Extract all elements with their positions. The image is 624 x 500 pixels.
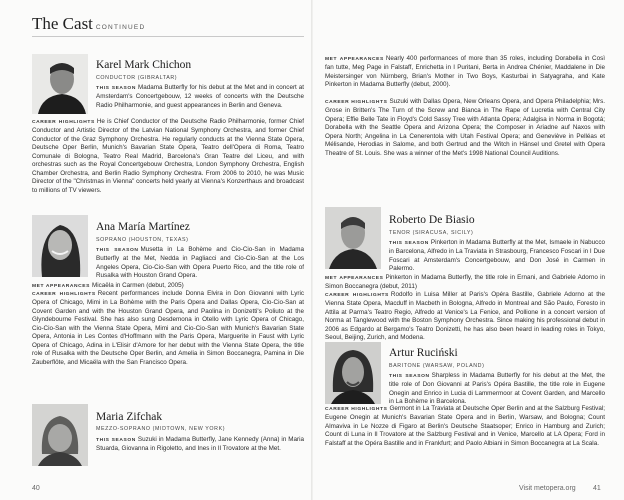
left-page [0, 0, 311, 500]
martinez-name: Ana María Martínez [96, 221, 190, 233]
martinez-met: MET APPEARANCES Micaëla in Carmen (debut, 2005) [32, 282, 184, 289]
debiasio-name: Roberto De Biasio [389, 214, 475, 226]
debiasio-role: TENOR (SIRACUSA, SICILY) [389, 230, 474, 236]
rucinski-career: CAREER HIGHLIGHTS Germont in La Traviata at Deutsche Oper Berlin and at the Salzburg Festival; Eugene Onegin at Munich's Bavarian State Opera and in Berlin, Warsaw, and Bologna; Count Almaviva in Le Nozze di Figaro at Berlin's Deutsche Staatsoper; Enrico in Hamburg and Zurich; Count di Luna in Il Trovatore at the Salzburg Festival and in Venice, Marcello at LA Opera; Ford in Falstaff at the Opéra Bastille and in Frankfurt; and Paolo Albiani in Simon Boccanegra at La Scala. [325, 405, 605, 447]
page-title: The Cast [32, 14, 93, 33]
debiasio-met: MET APPEARANCES Pinkerton in Madama Butterfly, the title role in Ernani, and Gabriele Adorno in Simon Boccanegra (debut, 2011) [325, 274, 605, 291]
chichon-this-season: THIS SEASON Madama Butterfly for his debut at the Met and in concert at Amsterdam's Concertgebouw, 12 weeks of concerts with the Deutsche Radio Philharmonie, and guest appearances in Berlin and Geneva. [96, 84, 304, 109]
martinez-photo [32, 215, 88, 277]
martinez-career: CAREER HIGHLIGHTS Recent performances include Donna Elvira in Don Giovanni with Lyric Opera of Chicago, Mimi in La Bohème with the Paris Opera and Dallas Opera, Cio-Cio-San at Covent Garden and with the Houston Grand Opera, and Paolina in Donizetti's Poliuto at the Glyndebourne Festival. She has also sung Desdemona in Otello with Lyric Opera of Chicago, Cio-Cio-San with the Vienna State Opera, Mimi and Cio-Cio-San with Munich's Bavarian State Opera, Antonia in Les Contes d'Hoffmann with the Paris Opera, Marguerite in Faust with Lyric Opera of Chicago, Adina in L'Elisir d'Amore for her debut with the Vienna State Opera, the title role of Rusalka with the Deutsche Oper Berlin, and Amelia in Simon Boccanegra, Pamina in Die Zauberflöte, and Micaëla with the San Francisco Opera. [32, 290, 304, 366]
zifchak-this-season: THIS SEASON Suzuki in Madama Butterfly, Jane Kennedy (Anna) in Maria Stuarda, Giovanna in Rigoletto, and Ines in Il Trovatore at the Met. [96, 436, 304, 453]
martinez-role: SOPRANO (HOUSTON, TEXAS) [96, 237, 189, 243]
right-page-number: 41 [593, 485, 601, 492]
rucinski-role: BARITONE (WARSAW, POLAND) [389, 363, 485, 369]
header-rule [32, 36, 304, 37]
rucinski-name: Artur Ruciński [389, 347, 458, 359]
chichon-role: CONDUCTOR (GIBRALTAR) [96, 75, 178, 81]
zifchak-role: MEZZO-SOPRANO (MIDTOWN, NEW YORK) [96, 426, 226, 432]
debiasio-career: CAREER HIGHLIGHTS Rodolfo in Luisa Miller at Paris's Opéra Bastille, Gabriele Adorno at the Vienna State Opera, Macduff in Macbeth in Bologna, Alfredo in Montreal and São Paulo, Foresto in Attila at Parma's Teatro Regio, Alfredo at Venice's La Fenice, and Pollione in a concert version of Norma at Tanglewood with the Boston Symphony Orchestra. Since making his professional debut in 2006 as Edgardo at Bergamo's Teatro Donizetti, he has also been heard in leading roles in Tokyo, Seoul, Beijing, Zurich, and Modena. [325, 291, 605, 342]
left-page-number: 40 [32, 485, 40, 492]
zifchak-met: MET APPEARANCES Nearly 400 performances of more than 35 roles, including Dorabella in Così fan tutte, Meg Page in Falstaff, Enrichetta in I Puritani, Berta in Andrea Chénier, Maddalene in Die Meistersinger von Nürnberg, Brian's Mother in Two Boys, Kasturbai in Satyagraha, and Kate Pinkerton in Madama Butterfly (debut, 2000). [325, 55, 605, 89]
right-page [313, 0, 624, 500]
page-header [32, 14, 145, 34]
debiasio-this-season: THIS SEASON Pinkerton in Madama Butterfly at the Met, Ismaele in Nabucco in Barcelona, Alfredo in La Traviata in Strasbourg, Francesco Foscari in I Due Foscari at Amsterdam's Concertgebouw, and Don José in Carmen in Palermo. [389, 239, 605, 273]
rucinski-this-season: THIS SEASON Sharpless in Madama Butterfly for his debut at the Met, the title role of Don Giovanni at Paris's Opéra Bastille, the title role in Eugene Onegin and Enrico in Lucia di Lammermoor at Covent Garden, and Marcello in La Bohème in Barcelona. [389, 372, 605, 406]
website-url: Visit metopera.org [519, 485, 576, 492]
continued-label: CONTINUED [95, 24, 146, 31]
zifchak-career: CAREER HIGHLIGHTS Suzuki with Dallas Opera, New Orleans Opera, and Opera Philadelphia; Mrs. Grose in Britten's The Turn of the Screw and Bianca in The Rape of Lucretia with Central City Opera; Effie Belle Tate in Floyd's Cold Sassy Tree with Atlanta Opera; Adalgisa in Norma in Bogotá; Dorabella with the Seattle Opera and Arizona Opera; the Composer in Ariadne auf Naxos with Opera North; Angelina in La Cenerentola with Utah Festival Opera; and Geneviève in Pelléas et Mélisande, Herodias in Salome, and both Gertrud and the Witch in Hänsel und Gretel with Opera Theatre of St. Louis. She was a winner of the Met's 1998 National Council Auditions. [325, 98, 605, 157]
zifchak-name: Maria Zifchak [96, 411, 163, 423]
zifchak-photo [32, 404, 88, 466]
rucinski-photo [325, 342, 381, 404]
debiasio-photo [325, 207, 381, 269]
chichon-career: CAREER HIGHLIGHTS He is Chief Conductor of the Deutsche Radio Philharmonie, former Chief Conductor and Artistic Director of the Latvian National Symphony Orchestra, and former Chief Conductor of the Graz Symphony Orchestra. He regularly conducts at the Vienna State Opera, Deutsche Oper Berlin, Munich's Bavarian State Opera, Teatro dell'Opera di Roma, Teatro Comunale di Bologna, Teatro Real Madrid, Barcelona's Gran Teatre del Liceu, and with orchestras such as the Royal Concertgebouw Orchestra, London Symphony Orchestra, English Chamber Orchestra, and Berlin Radio Symphony Orchestra. From 2006 to 2010, he was Music Director of the "Christmas in Vienna" concerts held yearly at Vienna's Konzerthaus and broadcast to millions of TV viewers. [32, 118, 304, 194]
martinez-this-season: THIS SEASON Musetta in La Bohème and Cio-Cio-San in Madama Butterfly at the Met, Nedda in Pagliacci and Cio-Cio-San at the Los Angeles Opera, Cio-Cio-San with Opera Puerto Rico, and the title role of Rusalka with Houston Grand Opera. [96, 246, 304, 280]
chichon-name: Karel Mark Chichon [96, 59, 192, 71]
chichon-photo [32, 54, 88, 114]
